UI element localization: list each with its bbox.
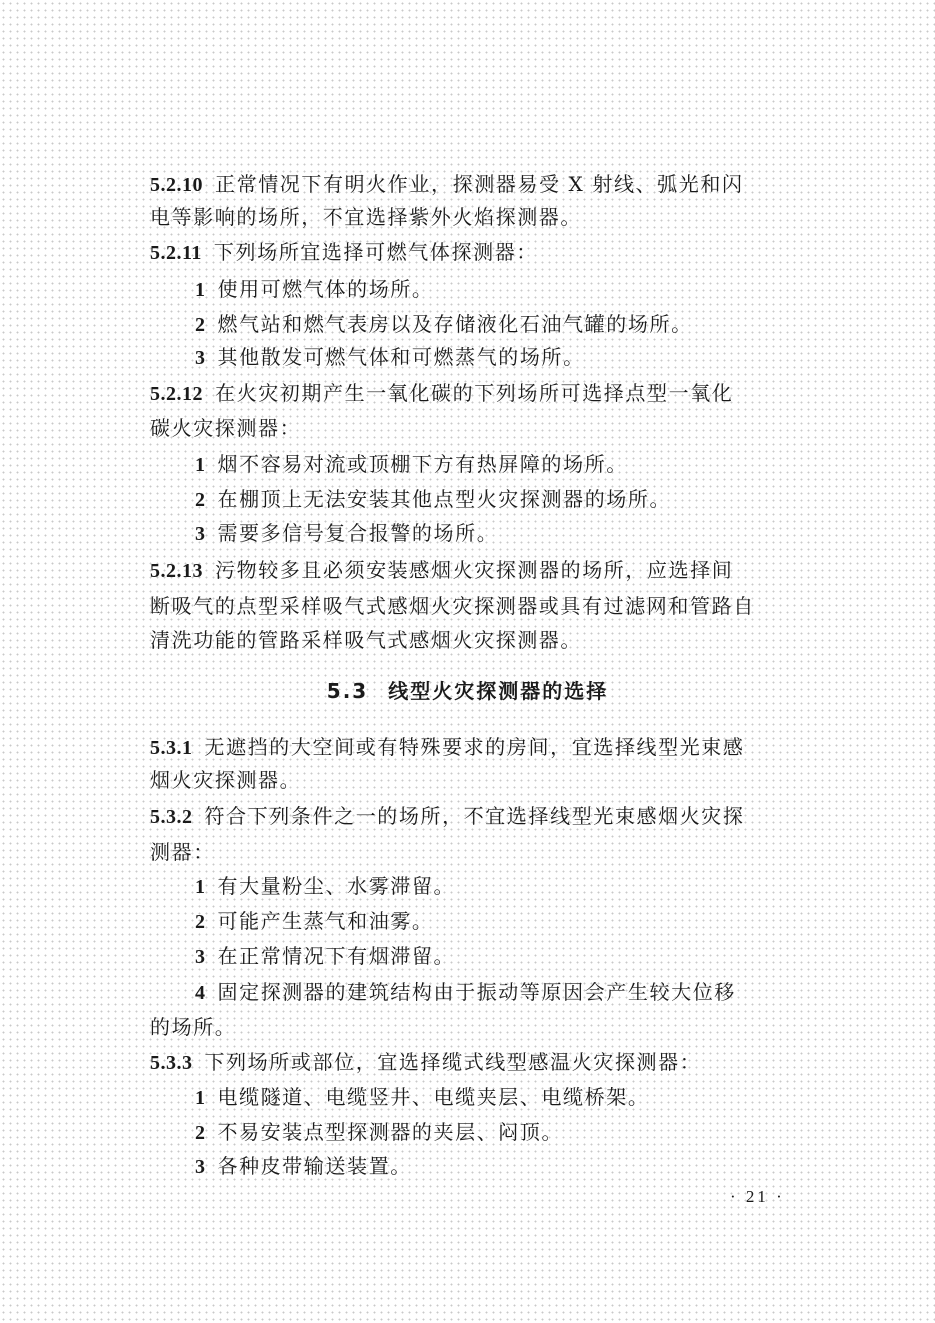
list-item <box>195 1152 855 1181</box>
clause-continuation: 断吸气的点型采样吸气式感烟火灾探测器或具有过滤网和管路自 <box>150 594 755 618</box>
clause-5-3-3 <box>150 1048 810 1077</box>
list-item <box>195 872 855 901</box>
clause-continuation: 碳火灾探测器： <box>150 416 302 440</box>
clause-continuation: 烟火灾探测器。 <box>150 768 302 792</box>
clause-text: 符合下列条件之一的场所，不宜选择线型光束感烟火灾探 <box>204 804 745 828</box>
item-number: 2 <box>195 314 206 336</box>
item-text: 电缆隧道、电缆竖井、电缆夹层、电缆桥架。 <box>217 1085 650 1109</box>
clause-text: 无遮挡的大空间或有特殊要求的房间，宜选择线型光束感 <box>204 735 745 759</box>
item-text: 可能产生蒸气和油雾。 <box>217 909 434 933</box>
item-number: 1 <box>195 454 206 476</box>
item-number: 2 <box>195 1122 206 1144</box>
item-text: 在正常情况下有烟滞留。 <box>217 944 456 968</box>
item-number: 2 <box>195 911 206 933</box>
list-item <box>195 343 855 372</box>
clause-text: 污物较多且必须安装感烟火灾探测器的场所，应选择间 <box>215 558 734 582</box>
list-item <box>195 519 855 548</box>
clause-5-2-13 <box>150 556 810 585</box>
clause-5-3-2 <box>150 802 810 831</box>
list-item <box>195 907 855 936</box>
clause-5-2-10 <box>150 170 810 199</box>
item-number: 1 <box>195 1087 206 1109</box>
item-number: 1 <box>195 876 206 898</box>
clause-text: 正常情况下有明火作业，探测器易受 X 射线、弧光和闪 <box>215 172 744 196</box>
item-text: 使用可燃气体的场所。 <box>217 277 434 301</box>
item-text: 固定探测器的建筑结构由于振动等原因会产生较大位移 <box>217 980 736 1004</box>
item-number: 3 <box>195 347 206 369</box>
clause-number: 5.2.10 <box>150 174 203 196</box>
item-text: 不易安装点型探测器的夹层、闷顶。 <box>217 1120 564 1144</box>
item-text: 各种皮带输送装置。 <box>217 1154 412 1178</box>
item-number: 3 <box>195 523 206 545</box>
item-text: 需要多信号复合报警的场所。 <box>217 521 499 545</box>
clause-continuation: 测器： <box>150 840 215 864</box>
clause-continuation: 清洗功能的管路采样吸气式感烟火灾探测器。 <box>150 628 582 652</box>
list-item <box>195 310 855 339</box>
item-text: 烟不容易对流或顶棚下方有热屏障的场所。 <box>217 452 628 476</box>
clause-number: 5.3.3 <box>150 1052 193 1074</box>
clause-continuation: 电等影响的场所，不宜选择紫外火焰探测器。 <box>150 205 582 229</box>
section-title: 线型火灾探测器的选择 <box>388 679 609 703</box>
section-heading <box>0 677 935 705</box>
item-number: 3 <box>195 946 206 968</box>
list-item <box>195 978 855 1007</box>
clause-number: 5.2.13 <box>150 560 203 582</box>
clause-number: 5.3.1 <box>150 737 193 759</box>
item-text: 有大量粉尘、水雾滞留。 <box>217 874 456 898</box>
clause-continuation: 的场所。 <box>150 1015 237 1039</box>
list-item <box>195 450 855 479</box>
clause-number: 5.3.2 <box>150 806 193 828</box>
clause-5-2-12 <box>150 379 810 408</box>
list-item <box>195 1083 855 1112</box>
item-number: 4 <box>195 982 206 1004</box>
list-item <box>195 942 855 971</box>
item-text: 其他散发可燃气体和可燃蒸气的场所。 <box>217 345 585 369</box>
clause-text: 下列场所或部位，宜选择缆式线型感温火灾探测器： <box>204 1050 702 1074</box>
clause-5-3-1 <box>150 733 810 762</box>
item-number: 2 <box>195 489 206 511</box>
clause-text: 下列场所宜选择可燃气体探测器： <box>213 240 538 264</box>
clause-text: 在火灾初期产生一氧化碳的下列场所可选择点型一氧化 <box>215 381 734 405</box>
list-item <box>195 485 855 514</box>
clause-number: 5.2.12 <box>150 383 203 405</box>
clause-number: 5.2.11 <box>150 242 202 264</box>
item-text: 燃气站和燃气表房以及存储液化石油气罐的场所。 <box>217 312 693 336</box>
clause-5-2-11 <box>150 238 810 267</box>
list-item <box>195 275 855 304</box>
page-number: · 21 · <box>730 1187 785 1206</box>
item-number: 1 <box>195 279 206 301</box>
list-item <box>195 1118 855 1147</box>
item-number: 3 <box>195 1156 206 1178</box>
item-text: 在棚顶上无法安装其他点型火灾探测器的场所。 <box>217 487 672 511</box>
section-number: 5.3 <box>326 679 369 703</box>
